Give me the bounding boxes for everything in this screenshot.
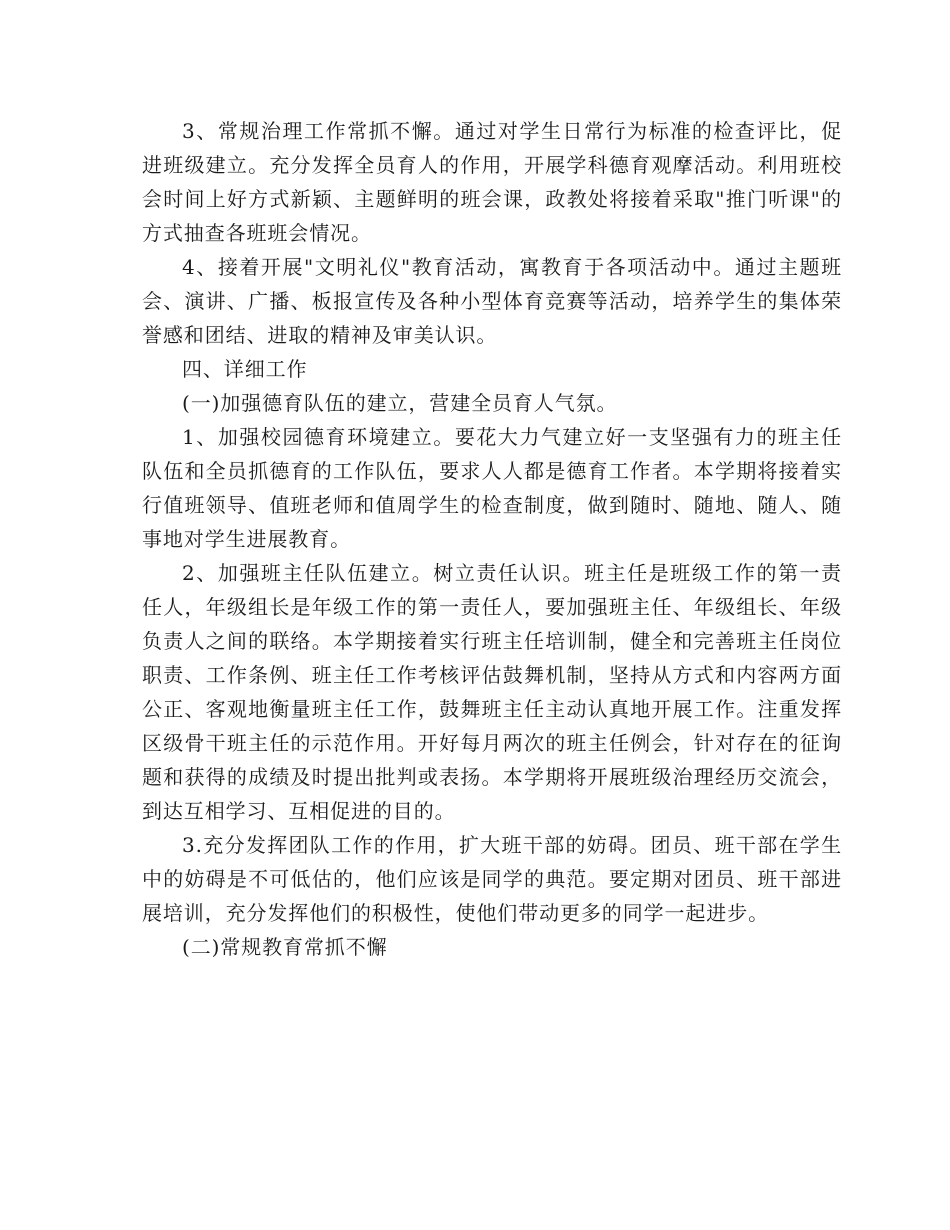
paragraph-campus-moral-environment: 1、加强校园德育环境建立。要花大力气建立好一支坚强有力的班主任队伍和全员抓德育的工作队伍，要求人人都是德育工作者。本学期将接着实行值班领导、值班老师和值周学生的检查制度，做到随时、随地、随人、随事地对学生进展教育。 <box>142 425 842 551</box>
paragraph-etiquette-education: 4、接着开展"文明礼仪"教育活动，寓教育于各项活动中。通过主题班会、演讲、广播、板报宣传及各种小型体育竞赛等活动，培养学生的集体荣誉感和团结、进取的精神及审美认识。 <box>142 255 842 347</box>
subsection-heading-team-building: (一)加强德育队伍的建立，营建全员育人气氛。 <box>182 391 618 415</box>
paragraph-head-teacher-team: 2、加强班主任队伍建立。树立责任认识。班主任是班级工作的第一责任人，年级组长是年级工作的第一责任人，要加强班主任、年级组长、年级负责人之间的联络。本学期接着实行班主任培训制，健全和完善班主任岗位职责、工作条例、班主任工作考核评估鼓舞机制，坚持从方式和内容两方面公正、客观地衡量班主任工作，鼓舞班主任主动认真地开展工作。注重发挥区级骨干班主任的示范作用。开好每月两次的班主任例会，针对存在的征询题和获得的成绩及时提出批判或表扬。本学期将开展班级治理经历交流会，到达互相学习、互相促进的目的。 <box>142 561 842 823</box>
section-heading-detailed-work: 四、详细工作 <box>182 357 308 381</box>
subsection-heading-routine-education: (二)常规教育常抓不懈 <box>182 935 388 959</box>
paragraph-routine-management: 3、常规治理工作常抓不懈。通过对学生日常行为标准的检查评比，促进班级建立。充分发挥全员育人的作用，开展学科德育观摩活动。利用班校会时间上好方式新颖、主题鲜明的班会课，政教处将接着采取"推门听课"的方式抽查各班班会情况。 <box>142 119 842 245</box>
document-page <box>142 114 842 964</box>
paragraph-league-work: 3.充分发挥团队工作的作用，扩大班干部的妨碍。团员、班干部在学生中的妨碍是不可低估的，他们应该是同学的典范。要定期对团员、班干部进展培训，充分发挥他们的积极性，使他们带动更多的同学一起进步。 <box>142 833 842 925</box>
